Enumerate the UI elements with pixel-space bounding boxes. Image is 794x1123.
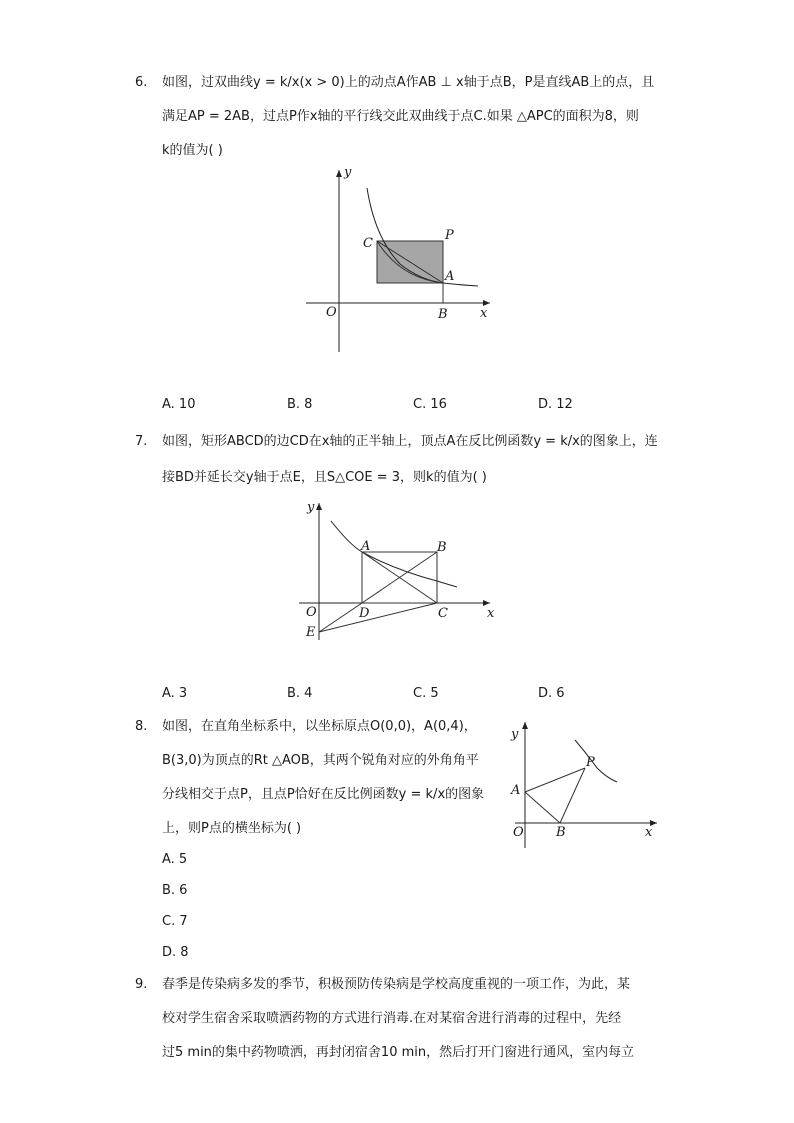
q9-number: 9. [135, 977, 148, 992]
q7-label-o: O [306, 605, 317, 620]
q6-line2: 满足AP = 2AB，过点P作x轴的平行线交此双曲线于点C.如果 △APC的面积为8，则 [162, 109, 639, 124]
q7-label-a: A [361, 539, 371, 554]
q6-number: 6. [135, 75, 148, 90]
q6-label-b: B [438, 307, 448, 322]
q8-figure [505, 712, 665, 852]
q6-label-x: x [480, 306, 488, 321]
q7-label-c: C [438, 606, 448, 621]
q6-label-o: O [326, 305, 337, 320]
q6-option-a[interactable]: A. 10 [162, 397, 196, 412]
q7-label-d: D [359, 606, 370, 621]
q6-option-d[interactable]: D. 12 [538, 397, 573, 412]
q7-line1: 如图，矩形ABCD的边CD在x轴的正半轴上，顶点A在反比例函数y = k/x的图象上，连 [162, 434, 658, 449]
q6-label-p: P [445, 228, 454, 243]
q9-line3: 过5 min的集中药物喷洒，再封闭宿舍10 min，然后打开门窗进行通风，室内每立 [162, 1045, 635, 1060]
q8-option-b[interactable]: B. 6 [162, 883, 188, 898]
q7-label-y: y [307, 500, 315, 515]
q7-number: 7. [135, 434, 148, 449]
q8-option-d[interactable]: D. 8 [162, 945, 189, 960]
q8-label-b: B [556, 825, 566, 840]
q8-line4: 上，则P点的横坐标为( ) [162, 821, 302, 836]
q6-line3: k的值为( ) [162, 143, 223, 158]
q8-label-p: P [586, 755, 595, 770]
q8-line2: B(3,0)为顶点的Rt △AOB，其两个锐角对应的外角角平 [162, 753, 479, 768]
q6-option-b[interactable]: B. 8 [287, 397, 313, 412]
q8-line3: 分线相交于点P，且点P恰好在反比例函数y = k/x的图象 [162, 787, 485, 802]
q6-label-a: A [445, 269, 455, 284]
q8-number: 8. [135, 719, 148, 734]
q7-option-a[interactable]: A. 3 [162, 686, 188, 701]
q7-option-c[interactable]: C. 5 [413, 686, 439, 701]
q7-label-e: E [306, 625, 316, 640]
q7-line2: 接BD并延长交y轴于点E，且S△COE = 3，则k的值为( ) [162, 470, 487, 485]
q7-figure [295, 495, 505, 645]
q6-line1: 如图，过双曲线y = k/x(x > 0)上的动点A作AB ⊥ x轴于点B，P是直线AB上的点，且 [162, 75, 655, 90]
q9-line1: 春季是传染病多发的季节，积极预防传染病是学校高度重视的一项工作，为此，某 [162, 977, 631, 992]
q6-label-c: C [363, 236, 373, 251]
q7-label-b: B [437, 540, 447, 555]
q7-option-b[interactable]: B. 4 [287, 686, 313, 701]
q8-line1: 如图，在直角坐标系中，以坐标原点O(0,0)，A(0,4)， [162, 719, 477, 734]
q6-figure [300, 160, 500, 360]
q9-line2: 校对学生宿舍采取喷洒药物的方式进行消毒.在对某宿舍进行消毒的过程中，先经 [162, 1011, 622, 1026]
q6-option-c[interactable]: C. 16 [413, 397, 447, 412]
q8-label-y: y [511, 727, 519, 742]
q7-option-d[interactable]: D. 6 [538, 686, 565, 701]
q8-option-c[interactable]: C. 7 [162, 914, 188, 929]
q8-label-a: A [511, 783, 521, 798]
q8-label-x: x [645, 825, 653, 840]
q6-label-y: y [344, 165, 352, 180]
q8-label-o: O [513, 825, 524, 840]
q7-label-x: x [487, 606, 495, 621]
q8-option-a[interactable]: A. 5 [162, 852, 188, 867]
